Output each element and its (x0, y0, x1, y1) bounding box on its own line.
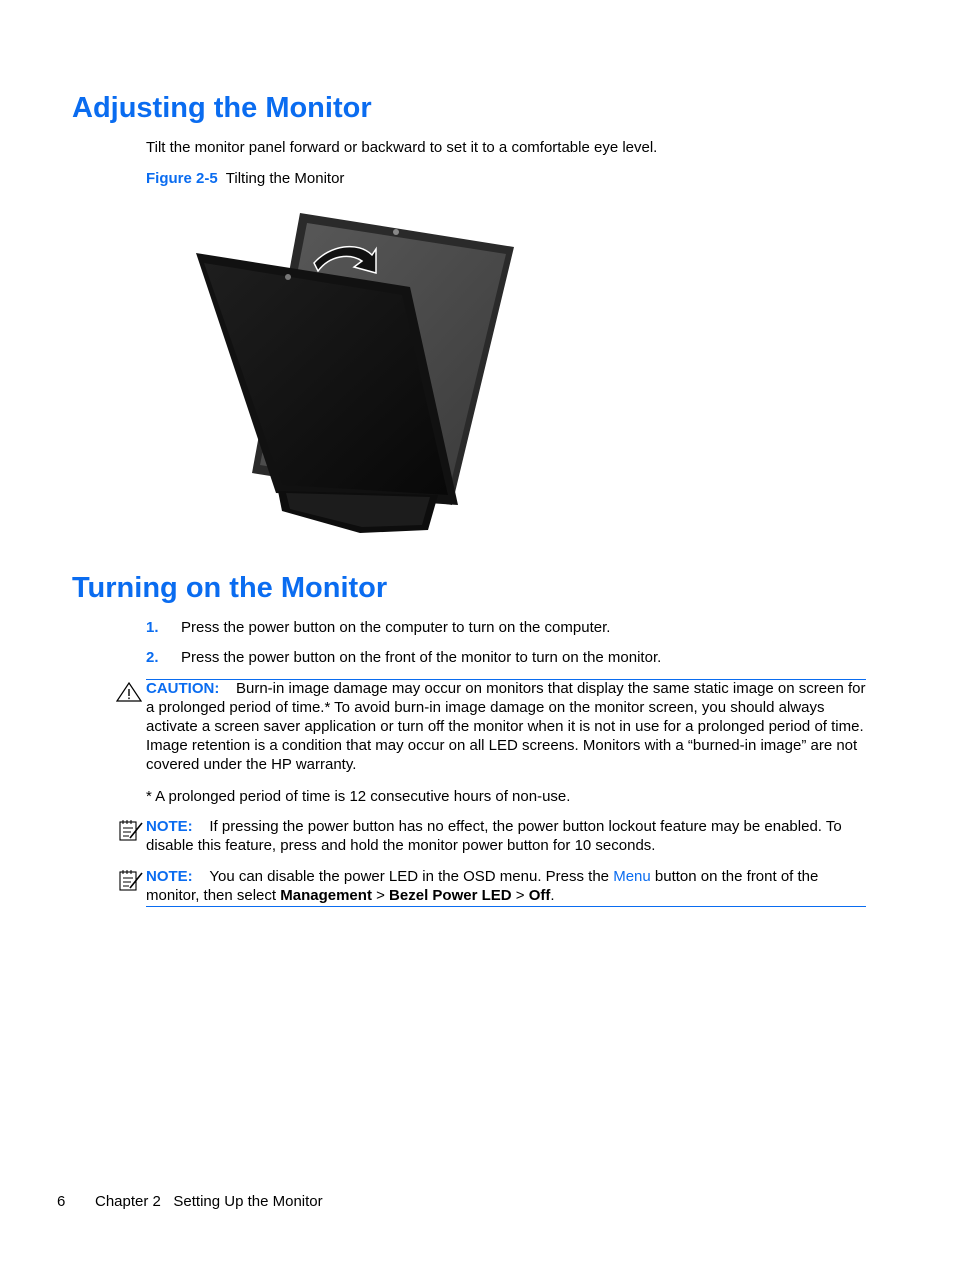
step-number: 1. (146, 619, 159, 636)
intro-paragraph: Tilt the monitor panel forward or backward to set it to a comfortable eye level. (146, 139, 658, 156)
note-pad-icon (118, 869, 144, 891)
note-pad-icon (118, 819, 144, 841)
note-bottom-rule (146, 906, 866, 907)
note-2-block (146, 867, 868, 905)
sentence-end: . (550, 887, 555, 904)
figure-caption-text: Tilting the Monitor (225, 170, 345, 187)
figure-caption (146, 169, 344, 188)
step-number: 2. (146, 649, 159, 666)
menu-link[interactable]: Menu (613, 868, 651, 885)
caution-footnote: * A prolonged period of time is 12 consecutive hours of non-use. (146, 788, 571, 805)
chapter-title: Setting Up the Monitor (173, 1193, 323, 1210)
bezel-power-led-term: Bezel Power LED (389, 887, 512, 904)
note-1-label: NOTE: (146, 818, 193, 835)
step-2-text: Press the power button on the front of the monitor to turn on the monitor. (181, 649, 662, 666)
section-title-turning-on: Turning on the Monitor (72, 572, 388, 604)
caution-triangle-icon (116, 682, 142, 702)
figure-label: Figure 2-5 (146, 170, 218, 187)
page-number: 6 (57, 1193, 66, 1210)
monitor-stand (278, 491, 438, 533)
step-1 (146, 618, 159, 637)
footer-chapter (95, 1192, 323, 1211)
caution-text: Burn-in image damage may occur on monitors that display the same static image on screen for a prolonged period of time.* To avoid burn-in image damage on the monitor screen, you should always activate a screen saver application or turn off the monitor when it is not in use for a prolonged period of time. Image retention is a condition that may occur on all LED screens. Monitors with a “burned-in image” are not covered under the HP warranty. (146, 680, 866, 773)
monitor-tilt-figure (190, 205, 520, 540)
separator: > (376, 887, 385, 904)
caution-label: CAUTION: (146, 680, 220, 697)
caution-block (146, 679, 866, 774)
step-2 (146, 648, 159, 667)
note-2-text-part2: button on the front of the monitor, then select (146, 868, 819, 904)
chapter-label: Chapter 2 (95, 1193, 161, 1210)
off-term: Off (528, 887, 551, 904)
note-2-label: NOTE: (146, 868, 193, 885)
separator: > (515, 887, 525, 904)
section-title-adjusting: Adjusting the Monitor (72, 92, 372, 124)
note-1-block (146, 817, 870, 855)
note-1-text: If pressing the power button has no effect, the power button lockout feature may be enabled. To disable this feature, press and hold the monitor power button for 10 seconds. (146, 818, 842, 854)
note-2-text-part1: You can disable the power LED in the OSD menu. Press the (209, 868, 610, 885)
step-1-text: Press the power button on the computer to turn on the computer. (181, 619, 611, 636)
management-term: Management (280, 887, 372, 904)
